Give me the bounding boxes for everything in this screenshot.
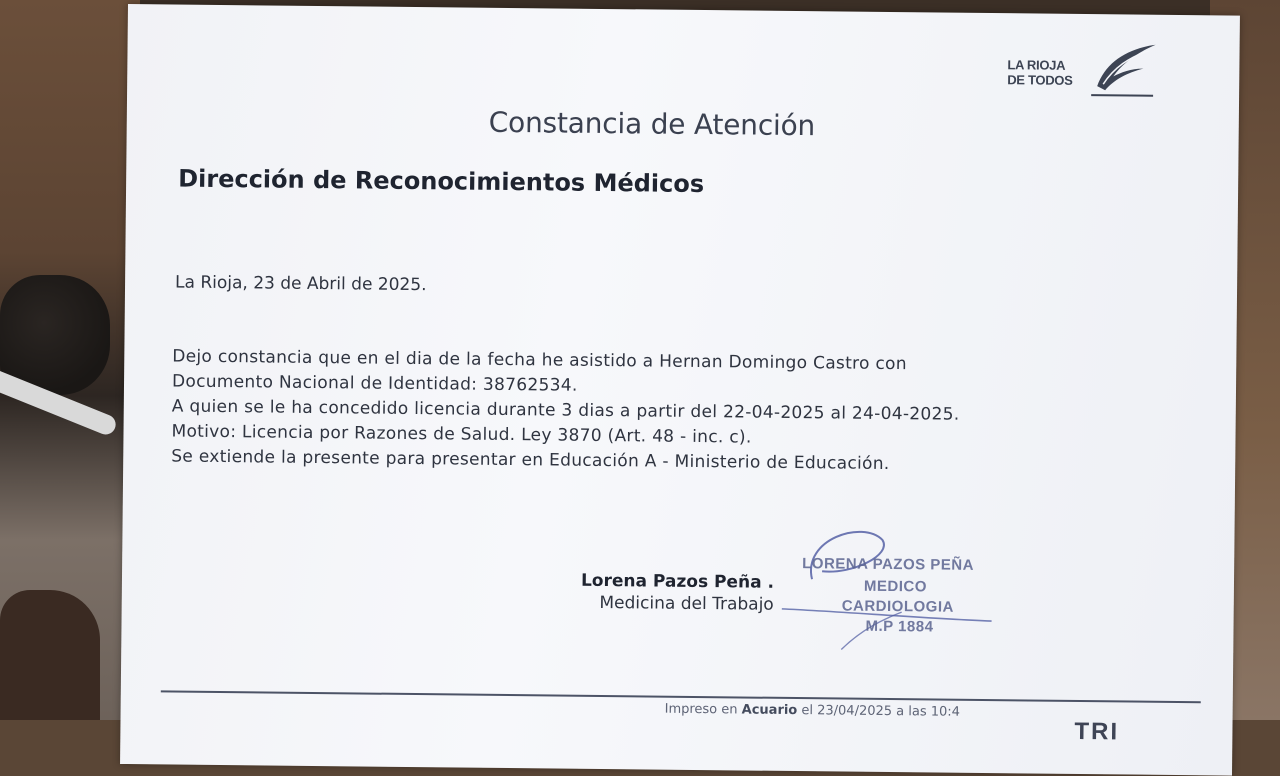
body-line: Documento Nacional de Identidad: 38762534. — [171, 371, 578, 396]
background-object-bottom — [0, 590, 100, 720]
document-title: Constancia de Atención — [488, 105, 816, 143]
logo-line-1: LA RIOJA — [1007, 57, 1066, 73]
footer-system: Acuario — [741, 702, 798, 719]
stamp-specialty: CARDIOLOGIA — [841, 597, 954, 616]
document-subtitle: Dirección de Reconocimientos Médicos — [178, 164, 705, 199]
body-line: Motivo: Licencia por Razones de Salud. Ley 3870 (Art. 48 - inc. c). — [171, 421, 752, 448]
document-paper — [120, 4, 1240, 776]
footer-suffix: el 23/04/2025 a las 10:4 — [797, 703, 961, 720]
feather-logo-icon — [1091, 42, 1162, 99]
footer-mark: TRI — [1074, 717, 1120, 746]
stamp-name: LORENA PAZOS PEÑA — [802, 555, 975, 574]
medical-stamp — [781, 519, 1022, 662]
stamp-registration: M.P 1884 — [865, 617, 934, 636]
body-line: A quien se le ha concedido licencia durante 3 dias a partir del 22-04-2025 al 24-04-2025. — [171, 396, 960, 425]
date-line: La Rioja, 23 de Abril de 2025. — [174, 272, 427, 296]
footer-prefix: Impreso en — [664, 701, 742, 718]
logo-line-2: DE TODOS — [1007, 72, 1073, 88]
la-rioja-logo — [1007, 53, 1168, 105]
signer-name: Lorena Pazos Peña . — [580, 570, 775, 593]
body-line: Se extiende la presente para presentar en Educación A - Ministerio de Educación. — [171, 446, 890, 474]
body-line: Dejo constancia que en el dia de la fecha he asistido a Hernan Domingo Castro con — [172, 346, 907, 375]
signer-role: Medicina del Trabajo — [599, 592, 774, 615]
document-body — [171, 344, 960, 477]
print-footer — [665, 702, 961, 720]
stamp-title: MEDICO — [863, 577, 928, 596]
signature-block — [542, 570, 774, 614]
